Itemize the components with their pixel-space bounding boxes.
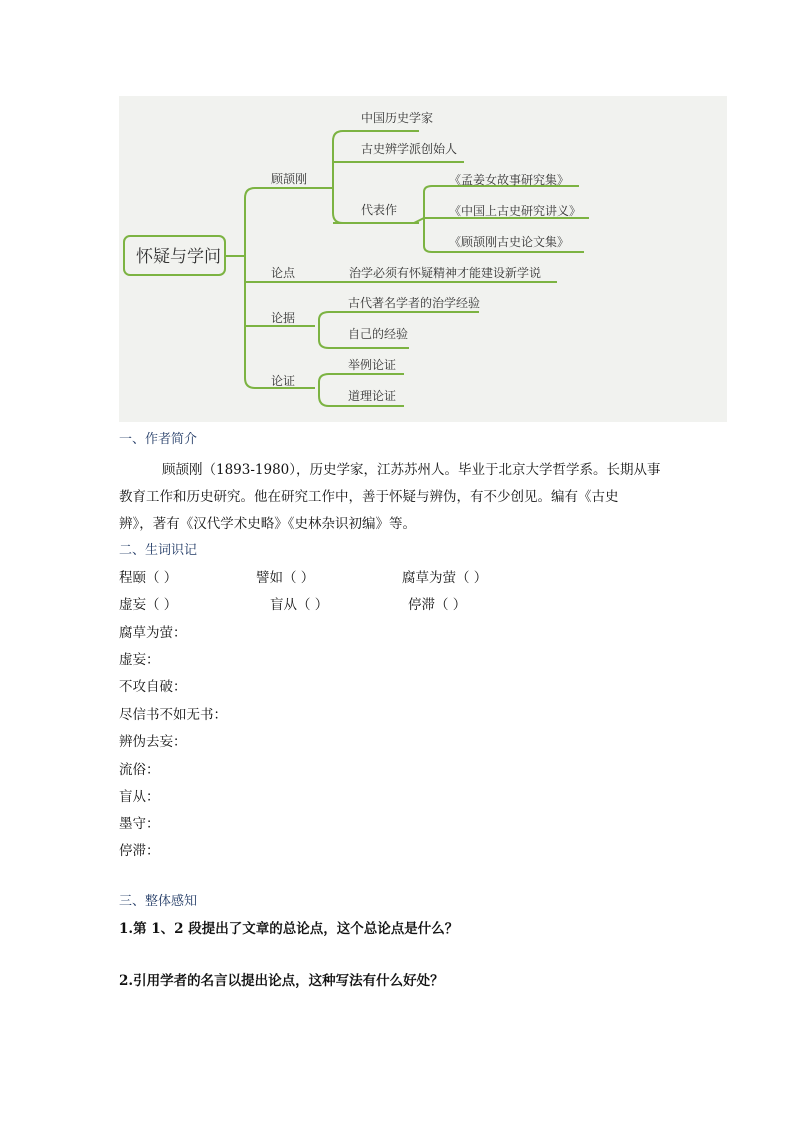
leaf-label: 治学必须有怀疑精神才能建设新学说 <box>349 266 542 280</box>
vocab-item: 停滞（ ） <box>408 597 467 613</box>
leaf-label: 《孟姜女故事研究集》 <box>449 173 570 187</box>
term-line: 停滞： <box>119 843 160 859</box>
vocab-item: 程颐（ ） <box>119 570 178 586</box>
branch-label: 顾颉刚 <box>271 172 308 186</box>
vocab-item: 盲从（ ） <box>270 597 329 613</box>
leaf-label: 自己的经验 <box>348 327 409 341</box>
branch-label: 论据 <box>271 311 296 325</box>
leaf-label: 举例论证 <box>348 358 397 372</box>
term-line: 盲从： <box>119 789 160 805</box>
term-line: 虚妄： <box>119 652 160 668</box>
mind-map-diagram <box>119 96 727 422</box>
section2-heading: 二、生词识记 <box>119 543 198 558</box>
leaf-label: 古代著名学者的治学经验 <box>348 296 481 310</box>
term-line: 墨守： <box>119 816 160 832</box>
leaf-label: 《中国上古史研究讲义》 <box>449 204 582 218</box>
leaf-label: 中国历史学家 <box>361 111 434 125</box>
question-2: 2.引用学者的名言以提出论点，这种写法有什么好处？ <box>119 973 444 989</box>
term-line: 尽信书不如无书： <box>119 707 227 723</box>
vocab-item: 譬如（ ） <box>256 570 315 586</box>
question-1: 1.第 1、2 段提出了文章的总论点，这个总论点是什么？ <box>119 921 459 937</box>
mind-map-root: 怀疑与学问 <box>136 247 221 267</box>
author-line-2: 教育工作和历史研究。他在研究工作中，善于怀疑与辨伪，有不少创见。编有《古史 <box>119 489 619 505</box>
section1-heading: 一、作者简介 <box>119 432 198 447</box>
leaf-label: 《顾颉刚古史论文集》 <box>449 235 570 249</box>
mind-map <box>119 96 727 422</box>
term-line: 不攻自破： <box>119 679 187 695</box>
branch-label: 论证 <box>271 374 296 388</box>
section3-heading: 三、整体感知 <box>119 894 198 909</box>
leaf-label: 古史辨学派创始人 <box>361 142 458 156</box>
term-line: 流俗： <box>119 762 160 778</box>
vocab-item: 虚妄（ ） <box>119 597 178 613</box>
author-line-3: 辨》，著有《汉代学术史略》《史林杂识初编》等。 <box>119 516 416 532</box>
term-line: 腐草为萤： <box>119 625 187 641</box>
vocab-item: 腐草为萤（ ） <box>402 570 488 586</box>
author-line-1: 顾颉刚（1893-1980），历史学家，江苏苏州人。毕业于北京大学哲学系。长期从事 <box>162 462 661 478</box>
leaf-label: 道理论证 <box>348 389 397 403</box>
term-line: 辨伪去妄： <box>119 734 187 750</box>
leaf-label: 代表作 <box>361 203 398 217</box>
branch-label: 论点 <box>271 266 296 280</box>
